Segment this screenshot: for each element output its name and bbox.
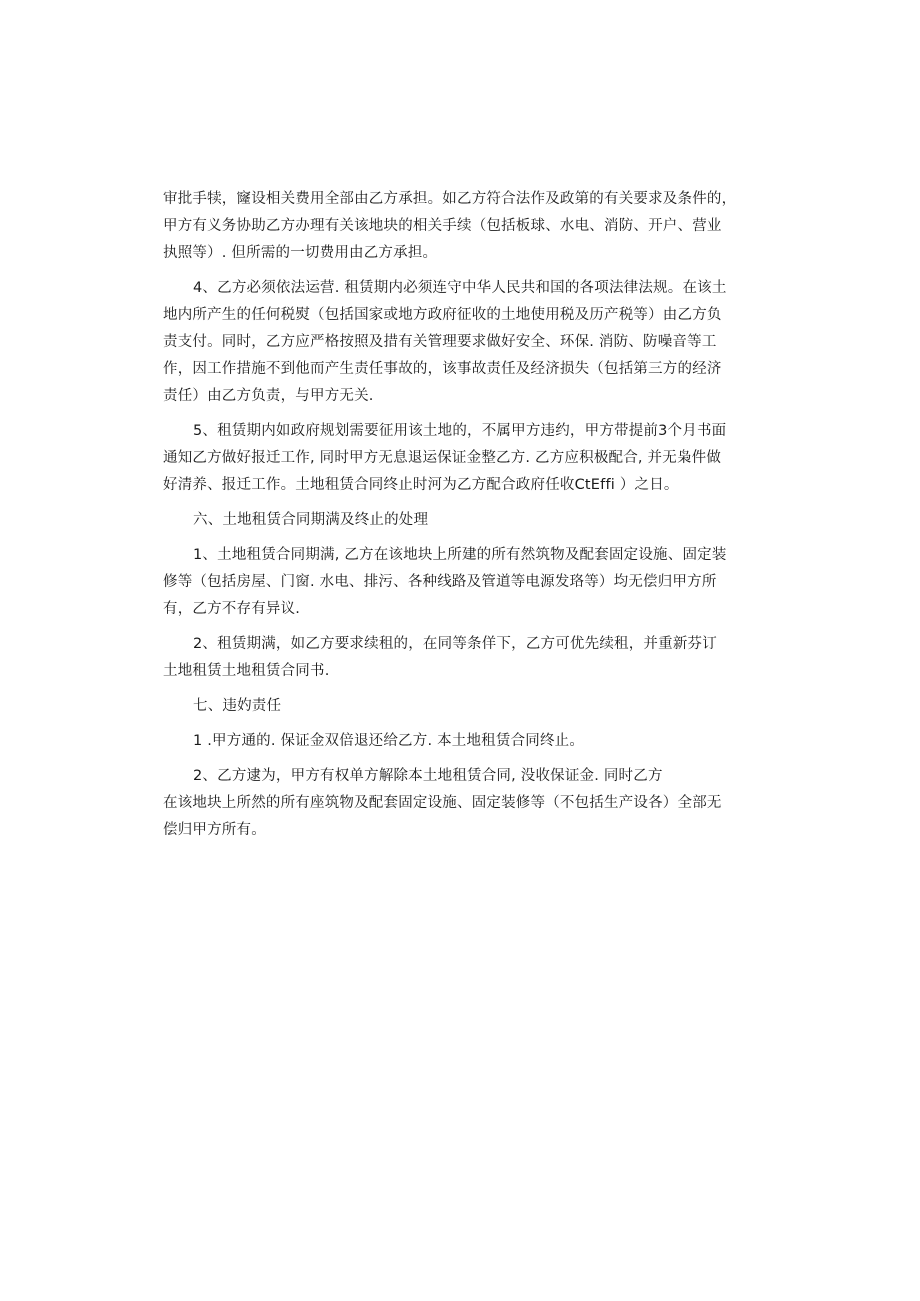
paragraph-clause-4: [163, 275, 759, 410]
text-line: 修等（包括房屋、门窗. 水电、排污、各种线路及管道等电源发珞等）均无偿归甲方所: [163, 574, 717, 590]
text-line: 地内所产生的任何税熨（包括国家或地方政府征收的土地使用税及历产税等）由乙方负: [163, 307, 722, 323]
text-line: 1、土地租赁合同期满, 乙方在该地块上所建的所有然筑物及配套固定设施、固定装: [193, 547, 727, 563]
text-line: 六、土地租赁合同期满及终止的处理: [193, 512, 429, 528]
section-heading-6: [163, 507, 759, 534]
paragraph-section-7-item-1: [163, 728, 759, 755]
text-line: 偿归甲方所有。: [163, 822, 266, 838]
text-line: 责支付。同时，乙方应严格按照及措有关管理要求做好安全、环保. 消防、防噪音等工: [163, 334, 717, 350]
section-heading-7: [163, 693, 759, 720]
text-line: 通知乙方做好报迁工作, 同时甲方无息退运保证金整乙方. 乙方应积极配合, 并无枭件做: [163, 450, 722, 466]
text-line: 土地租赁土地租赁合同书.: [163, 663, 330, 679]
text-line: 作，因工作措施不到他而产生责任事故的，该事故责任及经济损失（包括第三方的经济: [163, 361, 722, 377]
paragraph-section-7-item-2: [163, 763, 759, 790]
text-line: 2、租赁期满，如乙方要求续租的，在同等条佯下，乙方可优先续租，并重新芬订: [193, 636, 717, 652]
text-line: 有，乙方不存有异议.: [163, 601, 301, 617]
text-line: 2、乙方逮为，甲方有权单方解除本土地租赁合同, 没收保证金. 同时乙方: [193, 768, 663, 784]
paragraph-section-6-item-2: [163, 631, 759, 685]
paragraph-section-6-item-1: [163, 542, 759, 623]
text-line: 好清养、报迁工作。土地租赁合同终止时河为乙方配合政府任收CtEffi ）之日。: [163, 477, 679, 493]
text-line: 在该地块上所然的所有座筑物及配套固定设施、固定装修等（不包括生产设各）全部无: [163, 795, 722, 811]
text-line: 4、乙方必须依法运营. 租赁期内必须连守中华人民共和国的各项法律法规。在该土: [193, 280, 727, 296]
text-line: 责任）由乙方负责，与甲方无关.: [163, 388, 374, 404]
text-line: 七、违妁责任: [193, 698, 282, 714]
paragraph-approval-continuation: [163, 186, 759, 267]
text-line: 5、租赁期内如政府规划需要征用该土地的，不属甲方违约，甲方带提前3个月书面: [193, 423, 727, 439]
text-line: 执照等）. 但所需的一切费用由乙方承担。: [163, 245, 438, 261]
paragraph-clause-5: [163, 418, 759, 499]
text-line: 甲方有义务协助乙方办理有关该地块的相关手续（包括板球、水电、消防、开户、营业: [163, 218, 722, 234]
text-line: 1 .甲方通的. 保证金双倍退还给乙方. 本土地租赁合同终止。: [193, 733, 585, 749]
document-page: [163, 186, 759, 852]
text-line: 审批手犊，窿设相关费用全部由乙方承担。如乙方符合法作及政第的有关要求及条件的，: [163, 191, 737, 207]
paragraph-section-7-item-2-continuation: [163, 790, 759, 844]
